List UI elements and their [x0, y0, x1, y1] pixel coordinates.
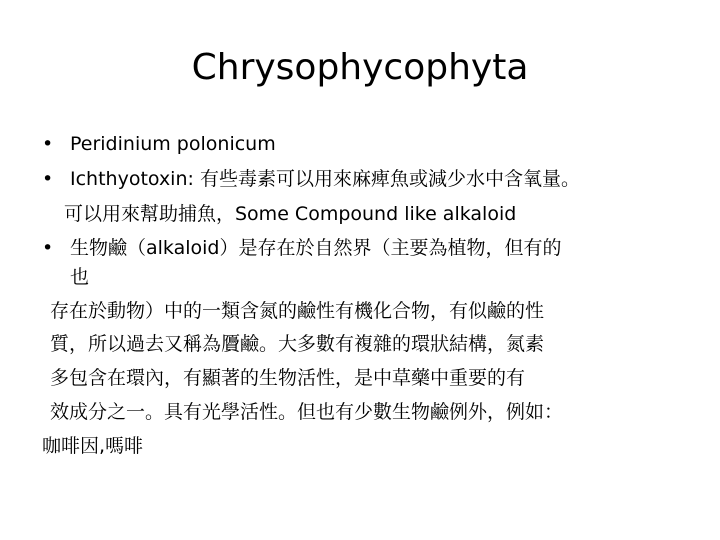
slide-title: Chrysophycophyta — [191, 47, 529, 88]
bullet-3: • — [42, 237, 54, 259]
body-line-2: Ichthyotoxin: 有些毒素可以用來麻痺魚或減少水中含氧量。 — [70, 168, 580, 190]
bullet-1: • — [42, 133, 54, 155]
body-line-1: Peridinium polonicum — [70, 133, 276, 155]
body-line-8: 多包含在環內，有顯著的生物活性，是中草藥中重要的有 — [50, 367, 526, 389]
body-line-6: 存在於動物）中的一類含氮的鹼性有機化合物，有似鹼的性 — [50, 300, 545, 322]
body-line-10: 咖啡因,嗎啡 — [42, 435, 144, 457]
bullet-2: • — [42, 168, 54, 190]
body-line-4: 生物鹼（alkaloid）是存在於自然界（主要為植物，但有的 — [70, 237, 562, 259]
body-line-5: 也 — [70, 266, 90, 288]
body-line-3: 可以用來幫助捕魚，Some Compound like alkaloid — [64, 203, 517, 225]
body-line-7: 質，所以過去又稱為贗鹼。大多數有複雜的環狀結構，氮素 — [50, 333, 545, 355]
body-line-9: 效成分之一。具有光學活性。但也有少數生物鹼例外，例如： — [50, 401, 564, 423]
